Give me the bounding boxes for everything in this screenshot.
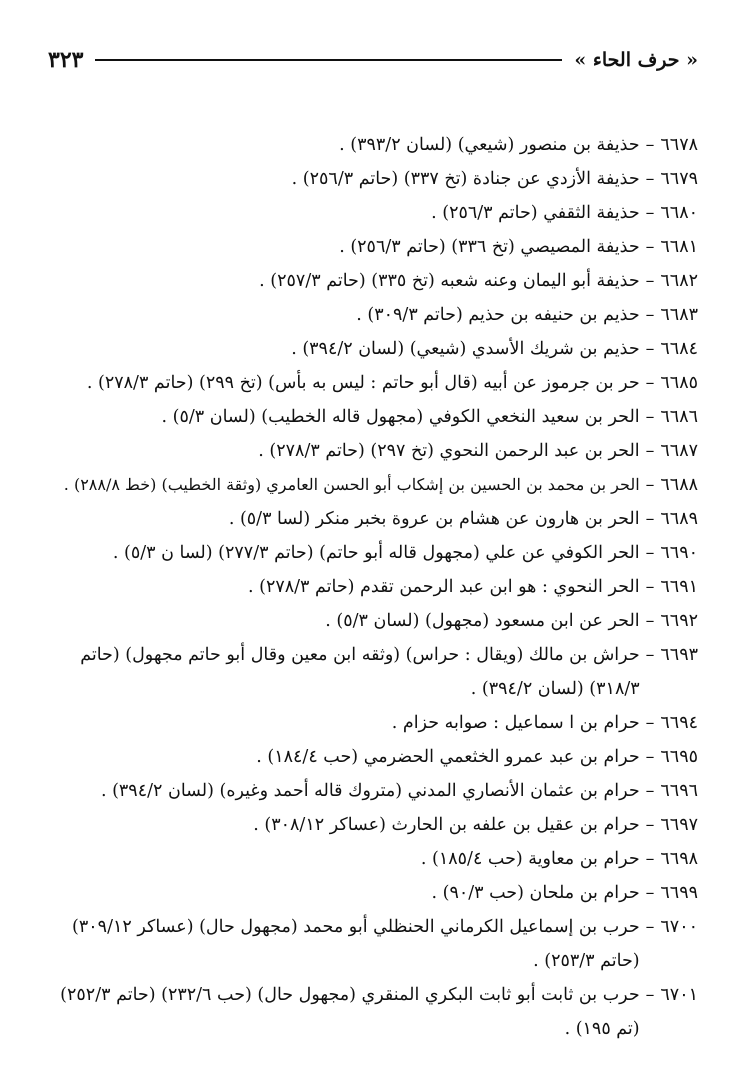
entry-number: ٦٦٨٨ bbox=[660, 475, 698, 495]
entry bbox=[48, 434, 698, 468]
entry-dash: – bbox=[645, 985, 655, 1005]
entry-dash: – bbox=[645, 271, 655, 291]
entry-number: ٦٦٩٢ bbox=[660, 611, 698, 631]
entry-dash: – bbox=[645, 509, 655, 529]
entry-dash: – bbox=[645, 135, 655, 155]
entry bbox=[48, 604, 698, 638]
entry bbox=[48, 298, 698, 332]
entry-dash: – bbox=[645, 441, 655, 461]
entry-number: ٦٦٩٣ bbox=[660, 645, 698, 665]
entry-number: ٦٧٠١ bbox=[660, 985, 698, 1005]
entry-number: ٦٧٠٠ bbox=[660, 917, 698, 937]
entry bbox=[48, 910, 698, 978]
entry-list bbox=[48, 128, 698, 1046]
entry-dash: – bbox=[645, 203, 655, 223]
entry-text: حرام بن ملحان (حب ٩٠/٣) . bbox=[431, 883, 640, 903]
entry-dash: – bbox=[645, 339, 655, 359]
entry-number: ٦٦٨٣ bbox=[660, 305, 698, 325]
entry bbox=[48, 264, 698, 298]
entry-dash: – bbox=[645, 747, 655, 767]
entry-text: حرام بن معاوية (حب ١٨٥/٤) . bbox=[420, 849, 640, 869]
entry-text: الحر بن عبد الرحمن النحوي (تخ ٢٩٧) (حاتم ٢٧٨/٣) . bbox=[258, 441, 640, 461]
entry bbox=[48, 502, 698, 536]
entry-dash: – bbox=[645, 883, 655, 903]
entry-text: الحر عن ابن مسعود (مجهول) (لسان ٥/٣) . bbox=[325, 611, 640, 631]
entry bbox=[48, 876, 698, 910]
entry-number: ٦٦٧٩ bbox=[660, 169, 698, 189]
entry bbox=[48, 842, 698, 876]
entry-dash: – bbox=[645, 577, 655, 597]
entry-number: ٦٦٩٩ bbox=[660, 883, 698, 903]
entry-dash: – bbox=[645, 815, 655, 835]
entry-dash: – bbox=[645, 169, 655, 189]
entry-text: حذيفة الثقفي (حاتم ٢٥٦/٣) . bbox=[431, 203, 640, 223]
entry bbox=[48, 162, 698, 196]
entry-text: حرب بن ثابت أبو ثابت البكري المنقري (مجهول حال) (حب ٢٣٢/٦) (حاتم ٢٥٢/٣) (تم ١٩٥) . bbox=[60, 985, 640, 1039]
entry-text: حذيفة الأزدي عن جنادة (تخ ٣٣٧) (حاتم ٢٥٦/٣) . bbox=[291, 169, 640, 189]
entry-text: حذيفة بن منصور (شيعي) (لسان ٣٩٣/٢) . bbox=[339, 135, 640, 155]
entry bbox=[48, 706, 698, 740]
entry bbox=[48, 536, 698, 570]
chapter-title: « حرف الحاء » bbox=[574, 49, 698, 71]
entry bbox=[48, 570, 698, 604]
entry-text: حرام بن عثمان الأنصاري المدني (متروك قاله أحمد وغيره) (لسان ٣٩٤/٢) . bbox=[100, 781, 640, 801]
entry-text: الحر بن سعيد النخعي الكوفي (مجهول قاله الخطيب) (لسان ٥/٣) . bbox=[161, 407, 640, 427]
entry-dash: – bbox=[645, 373, 655, 393]
entry-text: الحر بن محمد بن الحسين بن إشكاب أبو الحسن العامري (وثقة الخطيب) (خط ٢٨٨/٨) . bbox=[63, 475, 640, 494]
entry-dash: – bbox=[645, 849, 655, 869]
entry-dash: – bbox=[645, 237, 655, 257]
entry bbox=[48, 468, 698, 502]
header-rule bbox=[95, 59, 562, 61]
entry-dash: – bbox=[645, 917, 655, 937]
entry-text: حر بن جرموز عن أبيه (قال أبو حاتم : ليس به بأس) (تخ ٢٩٩) (حاتم ٢٧٨/٣) . bbox=[86, 373, 640, 393]
entry-number: ٦٦٩٤ bbox=[660, 713, 698, 733]
entry bbox=[48, 230, 698, 264]
entry-text: الحر الكوفي عن علي (مجهول قاله أبو حاتم) (حاتم ٢٧٧/٣) (لسا ن ٥/٣) . bbox=[112, 543, 640, 563]
entry bbox=[48, 808, 698, 842]
entry-dash: – bbox=[645, 407, 655, 427]
entry-text: الحر بن هارون عن هشام بن عروة بخبر منكر (لسا ٥/٣) . bbox=[228, 509, 640, 529]
entry-text: حذيم بن شريك الأسدي (شيعي) (لسان ٣٩٤/٢) . bbox=[291, 339, 640, 359]
entry-text: حراش بن مالك (ويقال : حراس) (وثقه ابن معين وقال أبو حاتم مجهول) (حاتم ٣١٨/٣) (لسان ٣٩٤/٢) . bbox=[80, 645, 640, 699]
entry-dash: – bbox=[645, 305, 655, 325]
entry bbox=[48, 400, 698, 434]
entry bbox=[48, 740, 698, 774]
entry-dash: – bbox=[645, 475, 655, 495]
entry-number: ٦٦٨٩ bbox=[660, 509, 698, 529]
entry-dash: – bbox=[645, 645, 655, 665]
entry-number: ٦٦٩٧ bbox=[660, 815, 698, 835]
entry-text: حرام بن عقيل بن علفه بن الحارث (عساكر ٣٠٨/١٢) . bbox=[253, 815, 640, 835]
entry-dash: – bbox=[645, 781, 655, 801]
entry-text: حرام بن عبد عمرو الخثعمي الحضرمي (حب ١٨٤/٤) . bbox=[256, 747, 640, 767]
entry bbox=[48, 128, 698, 162]
entry-number: ٦٦٩٦ bbox=[660, 781, 698, 801]
entry-number: ٦٦٩١ bbox=[660, 577, 698, 597]
entry-dash: – bbox=[645, 713, 655, 733]
entry-number: ٦٦٨٥ bbox=[660, 373, 698, 393]
entry-number: ٦٦٧٨ bbox=[660, 135, 698, 155]
entry-number: ٦٦٩٨ bbox=[660, 849, 698, 869]
entry-number: ٦٦٨٢ bbox=[660, 271, 698, 291]
entry-text: حذيم بن حنيفه بن حذيم (حاتم ٣٠٩/٣) . bbox=[356, 305, 640, 325]
entry-number: ٦٦٨٦ bbox=[660, 407, 698, 427]
entry-number: ٦٦٩٥ bbox=[660, 747, 698, 767]
entry bbox=[48, 638, 698, 706]
entry bbox=[48, 196, 698, 230]
entry-number: ٦٦٨٠ bbox=[660, 203, 698, 223]
entry-text: حرب بن إسماعيل الكرماني الحنظلي أبو محمد (مجهول حال) (عساكر ٣٠٩/١٢) (حاتم ٢٥٣/٣) . bbox=[72, 917, 640, 971]
entry bbox=[48, 332, 698, 366]
page-number: ٣٢٣ bbox=[48, 47, 84, 73]
entry-number: ٦٦٨٧ bbox=[660, 441, 698, 461]
entry-dash: – bbox=[645, 543, 655, 563]
entry-number: ٦٦٨١ bbox=[660, 237, 698, 257]
entry bbox=[48, 774, 698, 808]
entry-text: حذيفة أبو اليمان وعنه شعبه (تخ ٣٣٥) (حاتم ٢٥٧/٣) . bbox=[259, 271, 640, 291]
entry bbox=[48, 366, 698, 400]
entry-text: الحر النحوي : هو ابن عبد الرحمن تقدم (حاتم ٢٧٨/٣) . bbox=[247, 577, 640, 597]
page-header bbox=[48, 40, 698, 80]
entry bbox=[48, 978, 698, 1046]
entry-number: ٦٦٩٠ bbox=[660, 543, 698, 563]
entry-number: ٦٦٨٤ bbox=[660, 339, 698, 359]
entry-text: حذيفة المصيصي (تخ ٣٣٦) (حاتم ٢٥٦/٣) . bbox=[339, 237, 640, 257]
entry-dash: – bbox=[645, 611, 655, 631]
entry-text: حرام بن ا سماعيل : صوابه حزام . bbox=[391, 713, 640, 733]
